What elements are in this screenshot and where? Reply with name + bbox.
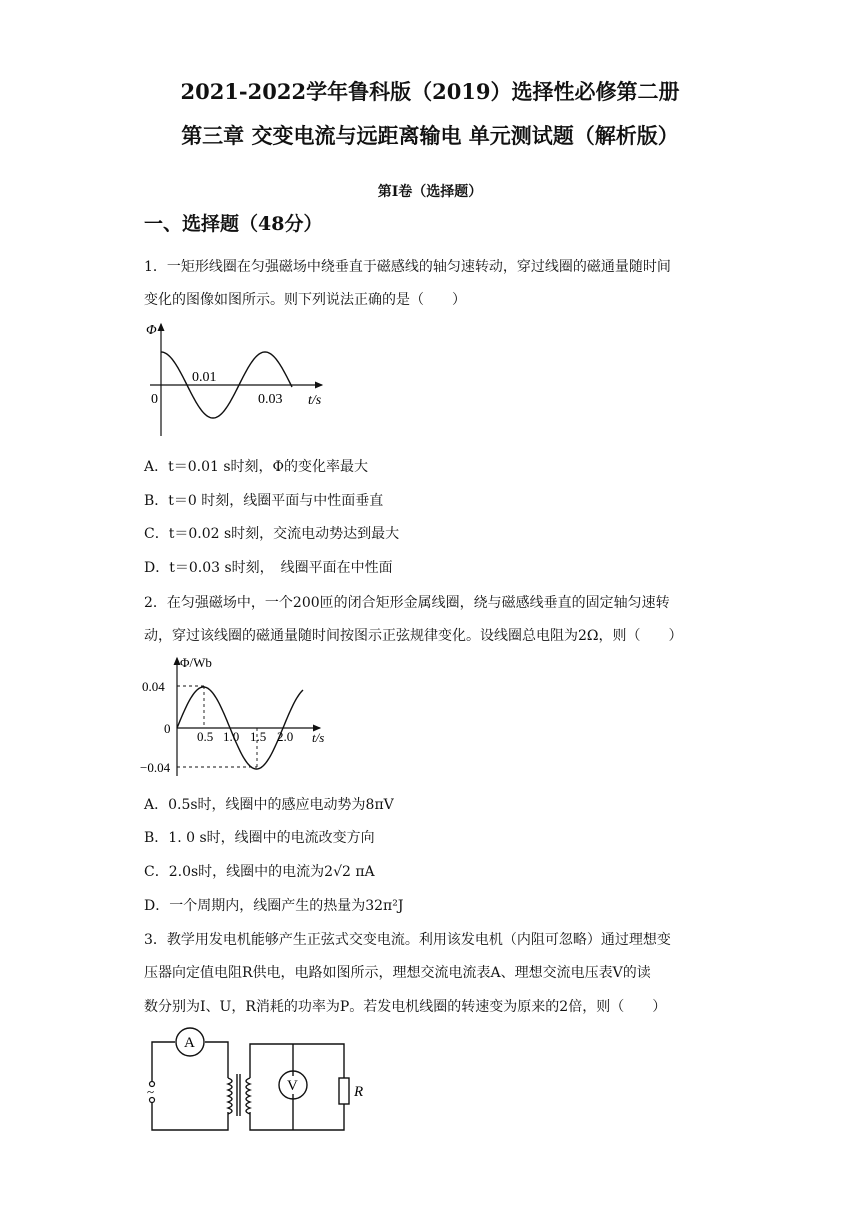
q2-option-b: B．1. 0 s时，线圈中的电流改变方向 [144,830,375,846]
q2-option-a: A．0.5s时，线圈中的感应电动势为8πV [144,797,394,813]
q1-option-a: A．t＝0.01 s时刻，Φ的变化率最大 [144,459,369,475]
q2-tick-1-0: 1.0 [223,729,240,744]
q3-ammeter-label: A [184,1035,195,1051]
q1-option-b: B．t＝0 时刻，线圈平面与中性面垂直 [144,493,384,509]
q1-y-label: Φ [146,323,157,338]
q2-y-max: 0.04 [142,679,165,694]
q1-x-label: t/s [308,393,322,408]
q3-voltmeter-label: V [287,1078,298,1094]
q3-secondary-wire-top [250,1044,344,1078]
q2-y-label: Φ/Wb [180,655,212,670]
q3-source-symbol: ~ [147,1084,155,1099]
q3-resistor [339,1078,349,1104]
section-heading: 一、选择题（48分） [144,213,323,235]
q2-flux-graph [140,652,340,778]
q1-stem-line1: 1．一矩形线圈在匀强磁场中绕垂直于磁感线的轴匀速转动，穿过线圈的磁通量随时间 [144,259,671,275]
q3-secondary-coil [246,1078,250,1114]
q1-option-c: C．t＝0.02 s时刻，交流电动势达到最大 [144,526,400,542]
q2-x-label: t/s [312,730,325,745]
q2-origin: 0 [164,721,171,736]
q1-stem-line2: 变化的图像如图所示。则下列说法正确的是（ ） [144,292,466,308]
q2-option-d: D．一个周期内，线圈产生的热量为32π²J [144,898,404,914]
q1-flux-graph [140,318,340,440]
q1-mark2: 0.03 [258,392,283,407]
part-heading: 第Ⅰ卷（选择题） [377,184,483,200]
q2-option-c: C．2.0s时，线圈中的电流为2√2 πA [144,864,375,880]
q3-resistor-label: R [354,1084,364,1100]
q3-stem-line1: 3．教学用发电机能够产生正弦式交变电流。利用该发电机（内阻可忽略）通过理想变 [144,932,671,948]
q3-secondary-wire-bottom [250,1104,344,1130]
q3-stem-line2: 压器向定值电阻R供电，电路如图所示，理想交流电流表A、理想交流电压表V的读 [144,965,651,981]
q2-y-min: −0.04 [140,760,171,775]
q3-primary-wire-bottom [152,1100,228,1130]
q2-tick-0-5: 0.5 [197,729,214,744]
q3-primary-wire-top-right [205,1042,228,1078]
doc-title-line2: 第三章 交变电流与远距离输电 单元测试题（解析版） [181,123,679,148]
q2-stem-line1: 2．在匀强磁场中，一个200匝的闭合矩形金属线圈，绕与磁感线垂直的固定轴匀速转 [144,595,670,611]
q1-option-d: D．t＝0.03 s时刻， 线圈平面在中性面 [144,560,393,576]
q3-primary-wire-top-left [152,1042,175,1084]
q3-circuit-diagram [140,1024,370,1138]
q3-stem-line3: 数分别为I、U，R消耗的功率为P。若发电机线圈的转速变为原来的2倍，则（ ） [144,999,667,1015]
q2-tick-1-5: 1.5 [250,729,267,744]
q3-primary-coil [228,1078,232,1114]
q1-mark1: 0.01 [192,370,217,385]
q2-tick-2-0: 2.0 [277,729,294,744]
q1-origin: 0 [151,392,158,407]
doc-title-line1: 2021-2022学年鲁科版（2019）选择性必修第二册 [180,79,680,104]
q2-stem-line2: 动，穿过该线圈的磁通量随时间按图示正弦规律变化。设线圈总电阻为2Ω，则（ ） [144,628,683,644]
